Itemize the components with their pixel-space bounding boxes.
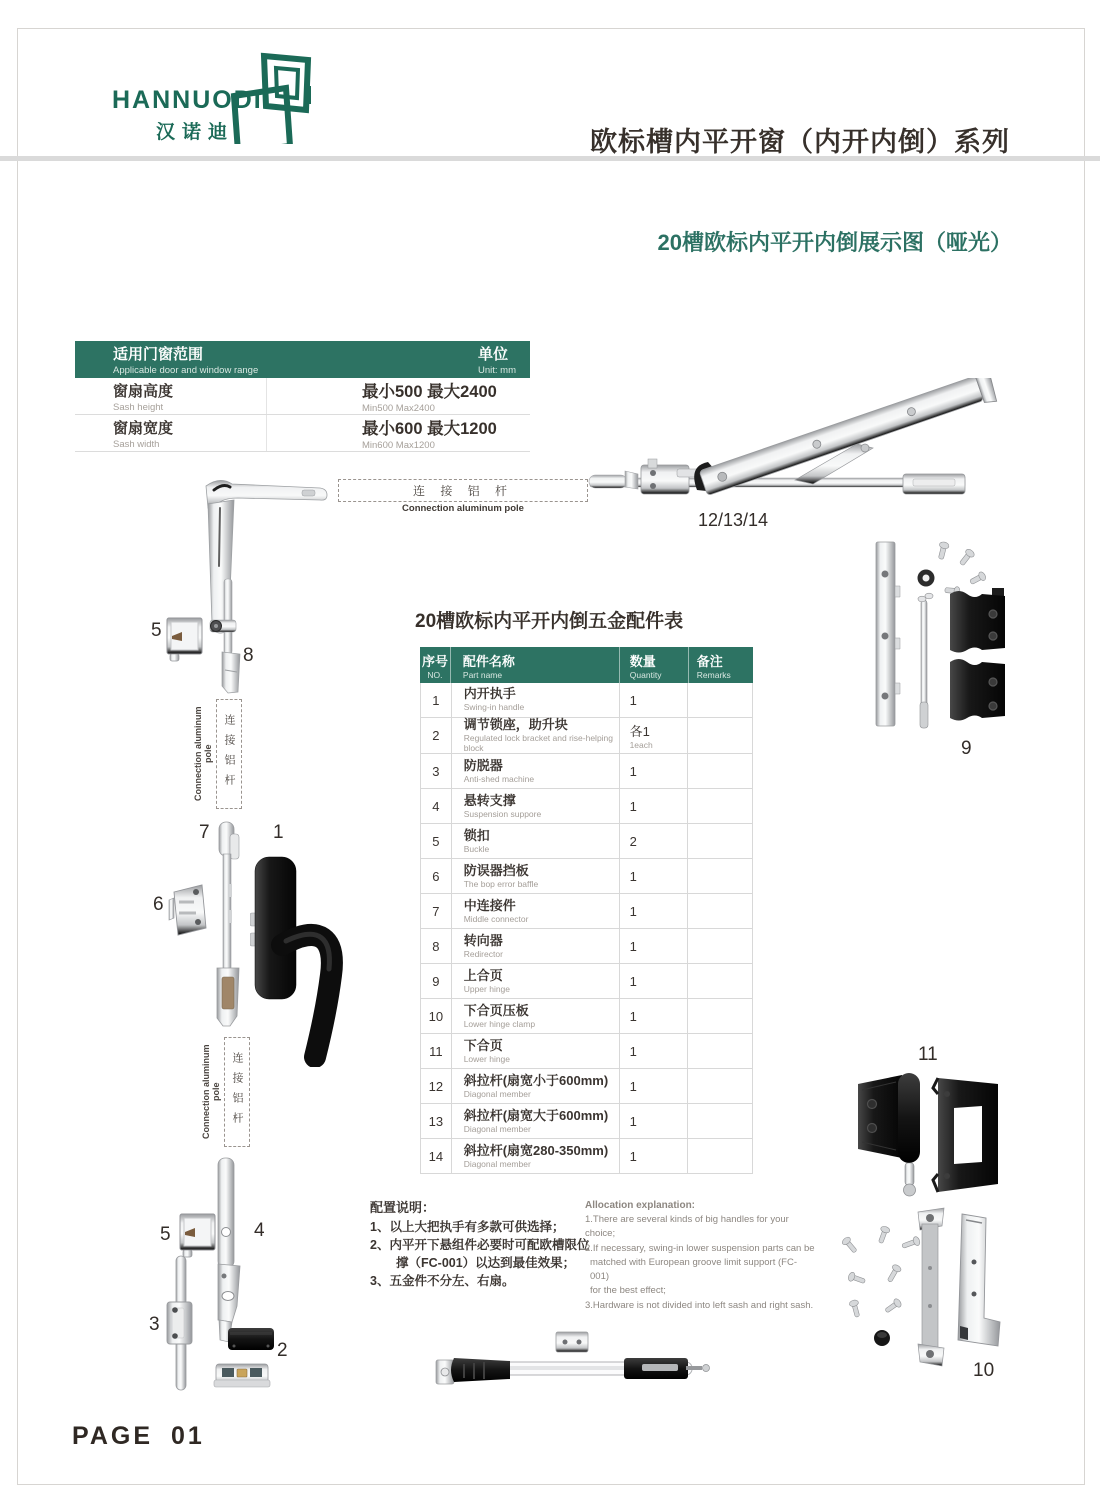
buckle-upper-image [162,616,206,662]
part-label-anti-shed: 3 [149,1314,160,1335]
page-title: 欧标槽内平开窗（内开内倒）系列 [590,127,1010,157]
connection-pole-box [338,479,588,502]
table-row: 5 锁扣 Buckle 2 [421,824,752,859]
tilt-rod-image [428,1324,720,1398]
connection-pole-box [224,1037,250,1147]
part-label-buckle-upper: 5 [151,620,162,641]
range-row-height: 窗扇高度 Sash height 最小500 最大2400 Min500 Max2400 [75,378,530,415]
table-row: 2 调节锁座，助升块 Regulated lock bracket and rise-helping block 各1 1each [421,718,752,754]
part-label-upper-hinge: 9 [961,738,972,759]
col-no: 序号 NO. [420,647,451,683]
table-row: 14 斜拉杆(扇宽280-350mm) Diagonal member 1 [421,1139,752,1173]
table-row: 12 斜拉杆(扇宽小于600mm) Diagonal member 1 [421,1069,752,1104]
diagonal-member-image [585,378,1015,513]
part-label-lower-hinge: 11 [918,1044,938,1065]
part-label-suspension: 4 [254,1220,265,1241]
table-row: 1 内开执手 Swing-in handle 1 [421,683,752,718]
notes-cn: 配置说明： 1、以上大把执手有多款可供选择； 2、内平开下悬组件必要时可配欧槽限位 撑（FC-001）以达到最佳效果； 3、五金件不分左、右扇。 [370,1197,602,1291]
baffle-image [168,878,210,942]
notes-en-title: Allocation explanation: [585,1200,696,1211]
lock-bracket-image [210,1322,280,1396]
brand-name: HANNUODI [112,86,263,114]
table-row: 6 防误器挡板 The bop error baffle 1 [421,859,752,894]
connection-pole-en: Connection aluminum pole [193,706,213,802]
page-number: PAGE 01 [72,1422,205,1450]
col-qty: 数量 Quantity [620,647,689,683]
table-row: 9 上合页 Upper hinge 1 [421,964,752,999]
handle-image [250,853,345,1067]
range-table-header [75,341,530,378]
connection-pole-box [216,699,242,809]
part-label-middle-connector: 7 [199,822,210,843]
connection-pole-label-vertical [201,1036,250,1148]
part-label-redirector: 8 [243,645,254,666]
part-label-diagonal: 12/13/14 [698,510,769,530]
connection-pole-cn: 连 接 铝 杆 [412,484,513,498]
range-table [75,341,530,452]
connection-pole-en: Connection aluminum pole [402,503,524,514]
anti-shed-image [164,1252,210,1394]
connection-pole-cn: 连接铝杆 [231,1052,243,1132]
upper-hinge-set-image [866,538,1011,743]
range-title: 适用门窗范围 Applicable door and window range [113,346,259,376]
table-row: 11 下合页 Lower hinge 1 [421,1034,752,1069]
page-subtitle: 20槽欧标内平开内倒展示图（哑光） [657,230,1012,255]
connection-pole-label-horizontal [338,479,588,514]
brand-name-cn: 汉诺迪 [156,122,235,143]
corner-drive-image [198,474,333,694]
connection-pole-label-vertical [193,698,242,810]
col-remarks: 备注 Remarks [696,653,731,680]
connection-pole-cn: 连接铝杆 [223,714,235,794]
parts-table [420,647,753,1174]
part-label-buckle-lower: 5 [160,1224,171,1245]
part-label-lower-hinge-clamp: 10 [973,1360,995,1381]
table-row: 4 悬转支撑 Suspension suppore 1 [421,789,752,824]
range-unit: 单位 Unit: mm [478,346,516,376]
part-label-lock-bracket: 2 [277,1340,288,1361]
notes-cn-title: 配置说明： [370,1200,436,1215]
lower-hinge-clamp-image [830,1200,1015,1375]
window-logo-icon [224,50,312,144]
part-label-baffle: 6 [153,894,164,915]
notes-en: Allocation explanation: 1.There are several kinds of big handles for your choice; 2.If necessary, swing-in lower suspension parts can be matched with European groove limit support (FC-001) for the best effect; 3.Hardware is not divided into left sash and right sash. [585,1200,815,1311]
table-row: 8 转向器 Redirector 1 [421,929,752,964]
table-row: 7 中连接件 Middle connector 1 [421,894,752,929]
range-row-width: 窗扇宽度 Sash width 最小600 最大1200 Min600 Max1200 [75,415,530,452]
middle-connector-image [211,820,245,1035]
lower-hinge-image [850,1066,1005,1208]
table-row: 3 防脱器 Anti-shed machine 1 [421,754,752,789]
parts-table-title: 20槽欧标内平开内倒五金配件表 [415,611,684,632]
parts-table-header [420,647,753,683]
table-row: 13 斜拉杆(扇宽大于600mm) Diagonal member 1 [421,1104,752,1139]
part-label-handle: 1 [273,822,284,843]
table-row: 10 下合页压板 Lower hinge clamp 1 [421,999,752,1034]
col-name: 配件名称 Part name [451,647,620,683]
connection-pole-en: Connection aluminum pole [201,1044,221,1140]
